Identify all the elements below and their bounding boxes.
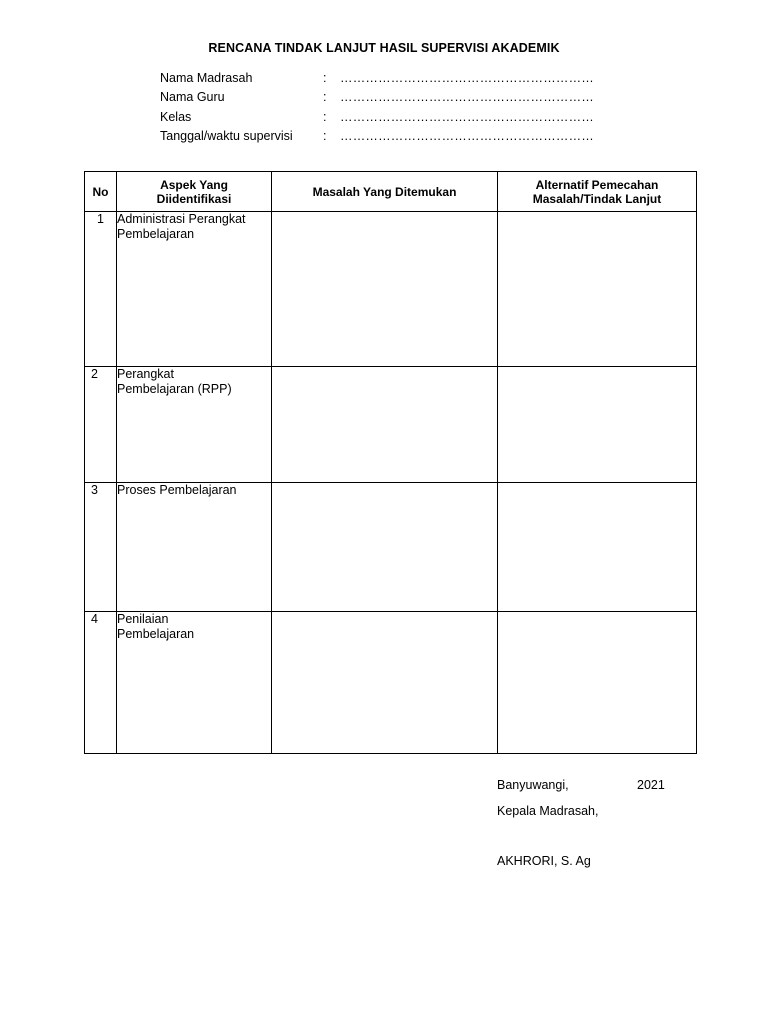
row-aspect (117, 367, 272, 483)
signature-place: Banyuwangi, (497, 778, 569, 792)
header-aspect-line1: Aspek Yang (160, 177, 228, 192)
follow-up-table (84, 171, 697, 754)
row-problem-cell[interactable] (272, 612, 498, 754)
info-colon: : (323, 109, 327, 124)
info-colon: : (323, 70, 327, 85)
signature-name: AKHRORI, S. Ag (497, 854, 591, 868)
info-label: Nama Madrasah (160, 70, 253, 85)
info-value-dots: …………………………………………………… (340, 109, 594, 124)
info-row-nama-guru (160, 88, 594, 108)
row-problem-cell[interactable] (272, 483, 498, 612)
row-solution-cell[interactable] (498, 483, 697, 612)
row-number: 4 (85, 612, 117, 754)
info-value-dots: …………………………………………………… (340, 129, 594, 144)
table-row (85, 612, 697, 754)
table-row (85, 483, 697, 612)
row-aspect-line1: Administrasi Perangkat (117, 212, 246, 226)
table-row (85, 367, 697, 483)
row-solution-cell[interactable] (498, 612, 697, 754)
info-colon: : (323, 129, 327, 144)
info-row-nama-madrasah (160, 68, 594, 88)
header-aspect (117, 172, 272, 212)
row-problem-cell[interactable] (272, 212, 498, 367)
info-colon: : (323, 90, 327, 105)
row-aspect-line2: Pembelajaran (117, 226, 195, 241)
row-aspect-line1: Proses Pembelajaran (117, 483, 237, 497)
row-problem-cell[interactable] (272, 367, 498, 483)
header-solution (498, 172, 697, 212)
info-label: Nama Guru (160, 90, 225, 105)
info-label: Kelas (160, 109, 192, 124)
row-number: 3 (85, 483, 117, 612)
table-header-row (85, 172, 697, 212)
row-aspect-line2: Pembelajaran (117, 626, 195, 641)
header-problem: Masalah Yang Ditemukan (272, 172, 498, 212)
table-row (85, 212, 697, 367)
header-no: No (85, 172, 117, 212)
row-aspect (117, 212, 272, 367)
document-title: RENCANA TINDAK LANJUT HASIL SUPERVISI AKADEMIK (208, 41, 560, 55)
info-section (160, 68, 594, 146)
signature-position: Kepala Madrasah, (497, 804, 599, 818)
row-solution-cell[interactable] (498, 367, 697, 483)
row-number: 2 (85, 367, 117, 483)
info-row-kelas (160, 107, 594, 127)
row-solution-cell[interactable] (498, 212, 697, 367)
row-aspect-line1: Perangkat (117, 367, 174, 381)
row-aspect-line2: Pembelajaran (RPP) (117, 381, 232, 396)
signature-year: 2021 (637, 778, 665, 792)
header-solution-line2: Masalah/Tindak Lanjut (532, 191, 662, 206)
info-row-tanggal-waktu (160, 127, 594, 147)
header-solution-line1: Alternatif Pemecahan (535, 177, 659, 192)
row-aspect (117, 612, 272, 754)
row-aspect (117, 483, 272, 612)
info-label: Tanggal/waktu supervisi (160, 129, 293, 144)
info-value-dots: …………………………………………………… (340, 70, 594, 85)
header-aspect-line2: Diidentifikasi (156, 191, 232, 206)
row-aspect-line1: Penilaian (117, 612, 169, 626)
info-value-dots: …………………………………………………… (340, 90, 594, 105)
row-number: 1 (85, 212, 117, 367)
